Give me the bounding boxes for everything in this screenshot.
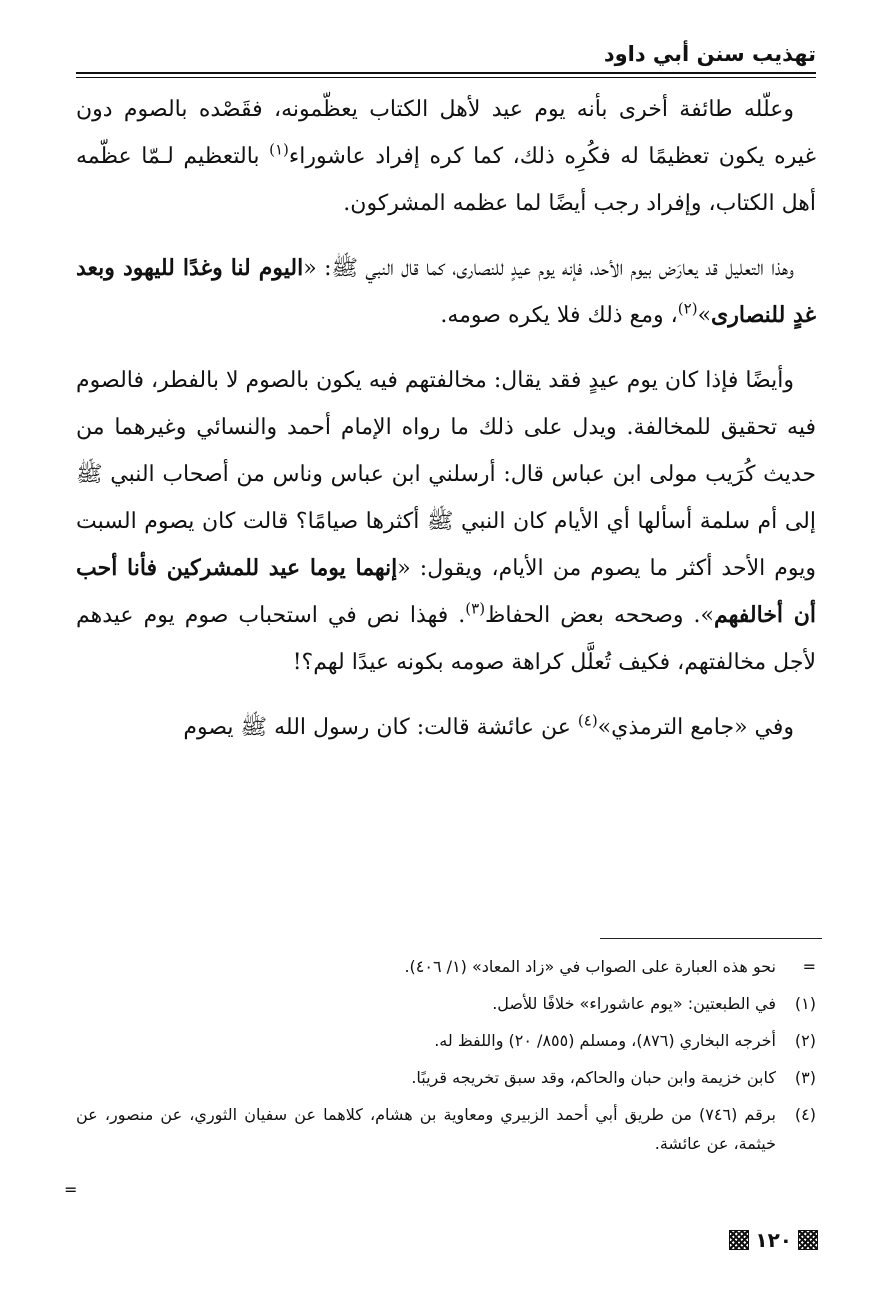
main-text xyxy=(76,86,816,769)
paragraph-1 xyxy=(76,86,816,227)
paragraph-2-text-b: » xyxy=(697,303,712,328)
header-rule-thin xyxy=(76,77,816,78)
footnote-text: في الطبعتين: «يوم عاشوراء» خلافًا للأصل. xyxy=(492,994,776,1013)
footnote-number: (٣) xyxy=(794,1068,816,1087)
paragraph-3-text-c: . فهذا نص في استحباب صوم يوم عيدهم لأجل مخالفتهم، فكيف تُعلَّل كراهة صومه بكونه عيدًا لهم؟! xyxy=(76,603,816,675)
ornament-icon xyxy=(729,1230,749,1250)
paragraph-3-text-a: وأيضًا فإذا كان يوم عيدٍ فقد يقال: مخالفتهم فيه يكون بالصوم لا بالفطر، فالصوم فيه تحقيق للمخالفة. ويدل على ذلك ما رواه الإمام أحمد والنسائي وغيرهما من حديث كُرَيب مولى ابن عباس قال: أرسلني ابن عباس وناس من أصحاب النبي ﷺ إلى أم سلمة أسألها أي الأيام كان النبي ﷺ أكثرها صيامًا؟ قالت كان يصوم السبت ويوم الأحد أكثر ما يصوم من الأيام، ويقول: « xyxy=(76,368,817,581)
footnote-number: (٢) xyxy=(794,1031,816,1050)
paragraph-2 xyxy=(76,245,816,339)
continuation-mark: = xyxy=(64,1180,78,1199)
footnote-text: كابن خزيمة وابن حبان والحاكم، وقد سبق تخريجه قريبًا. xyxy=(411,1068,776,1087)
paragraph-3-text-b: ». وصححه بعض الحفاظ xyxy=(485,603,714,628)
footnote-text: برقم (٧٤٦) من طريق أبي أحمد الزبيري ومعاوية بن هشام، كلاهما عن سفيان الثوري، عن منصور، عن خيثمة، عن عائشة. xyxy=(76,1105,777,1153)
footnote-item xyxy=(76,1063,816,1092)
page-folio xyxy=(729,1228,818,1252)
footnote-ref-1: (١) xyxy=(269,140,289,159)
paragraph-2-text-a: وهذا التعليل قد يعارَض بيوم الأحد، فإنه يوم عيدٍ للنصارى، كما قال النبي ﷺ: « xyxy=(303,256,794,281)
footnote-number: (١) xyxy=(794,994,816,1013)
paragraph-4-text-b: عن عائشة قالت: كان رسول الله ﷺ يصوم xyxy=(183,715,578,740)
footnote-ref-3: (٣) xyxy=(465,599,486,618)
footnotes xyxy=(76,952,816,1166)
paragraph-1-text-b: بالتعظيم لـمّا عظّمه أهل الكتاب، وإفراد رجب أيضًا لما عظمه المشركون. xyxy=(76,144,816,216)
page-number: ١٢٠ xyxy=(755,1228,792,1252)
running-header: تهذيب سنن أبي داود xyxy=(603,42,816,66)
header-rule-thick xyxy=(76,72,816,74)
paragraph-1-text-a: وعلّله طائفة أخرى بأنه يوم عيد لأهل الكتاب يعظّمونه، فقَصْده بالصوم دون غيره يكون تعظيمًا له فكُرِه ذلك، كما كره إفراد عاشوراء xyxy=(76,97,816,169)
footnote-number: (٤) xyxy=(794,1105,816,1124)
paragraph-4 xyxy=(76,704,816,751)
hadith-quote-1: اليوم لنا وغدًا لليهود وبعد غدٍ للنصارى xyxy=(76,255,816,328)
footnote-separator xyxy=(600,938,822,939)
footnote-item xyxy=(76,952,816,981)
footnote-ref-2: (٢) xyxy=(677,299,698,318)
footnote-text: نحو هذه العبارة على الصواب في «زاد المعاد» (١/ ٤٠٦). xyxy=(404,957,776,976)
footnote-ref-4: (٤) xyxy=(577,711,598,730)
paragraph-3 xyxy=(76,357,816,686)
footnote-item xyxy=(76,989,816,1018)
paragraph-4-text-a: وفي «جامع الترمذي» xyxy=(597,715,794,740)
footnote-item xyxy=(76,1100,816,1158)
footnote-text: أخرجه البخاري (٨٧٦)، ومسلم (٨٥٥/ ٢٠) واللفظ له. xyxy=(434,1031,776,1050)
footnote-number: = xyxy=(802,957,816,976)
ornament-icon xyxy=(798,1230,818,1250)
paragraph-2-text-c: ، ومع ذلك فلا يكره صومه. xyxy=(440,303,678,328)
hadith-quote-2: إنهما يوما عيد للمشركين فأنا أحب أن أخالفهم xyxy=(76,555,816,628)
footnote-item xyxy=(76,1026,816,1055)
